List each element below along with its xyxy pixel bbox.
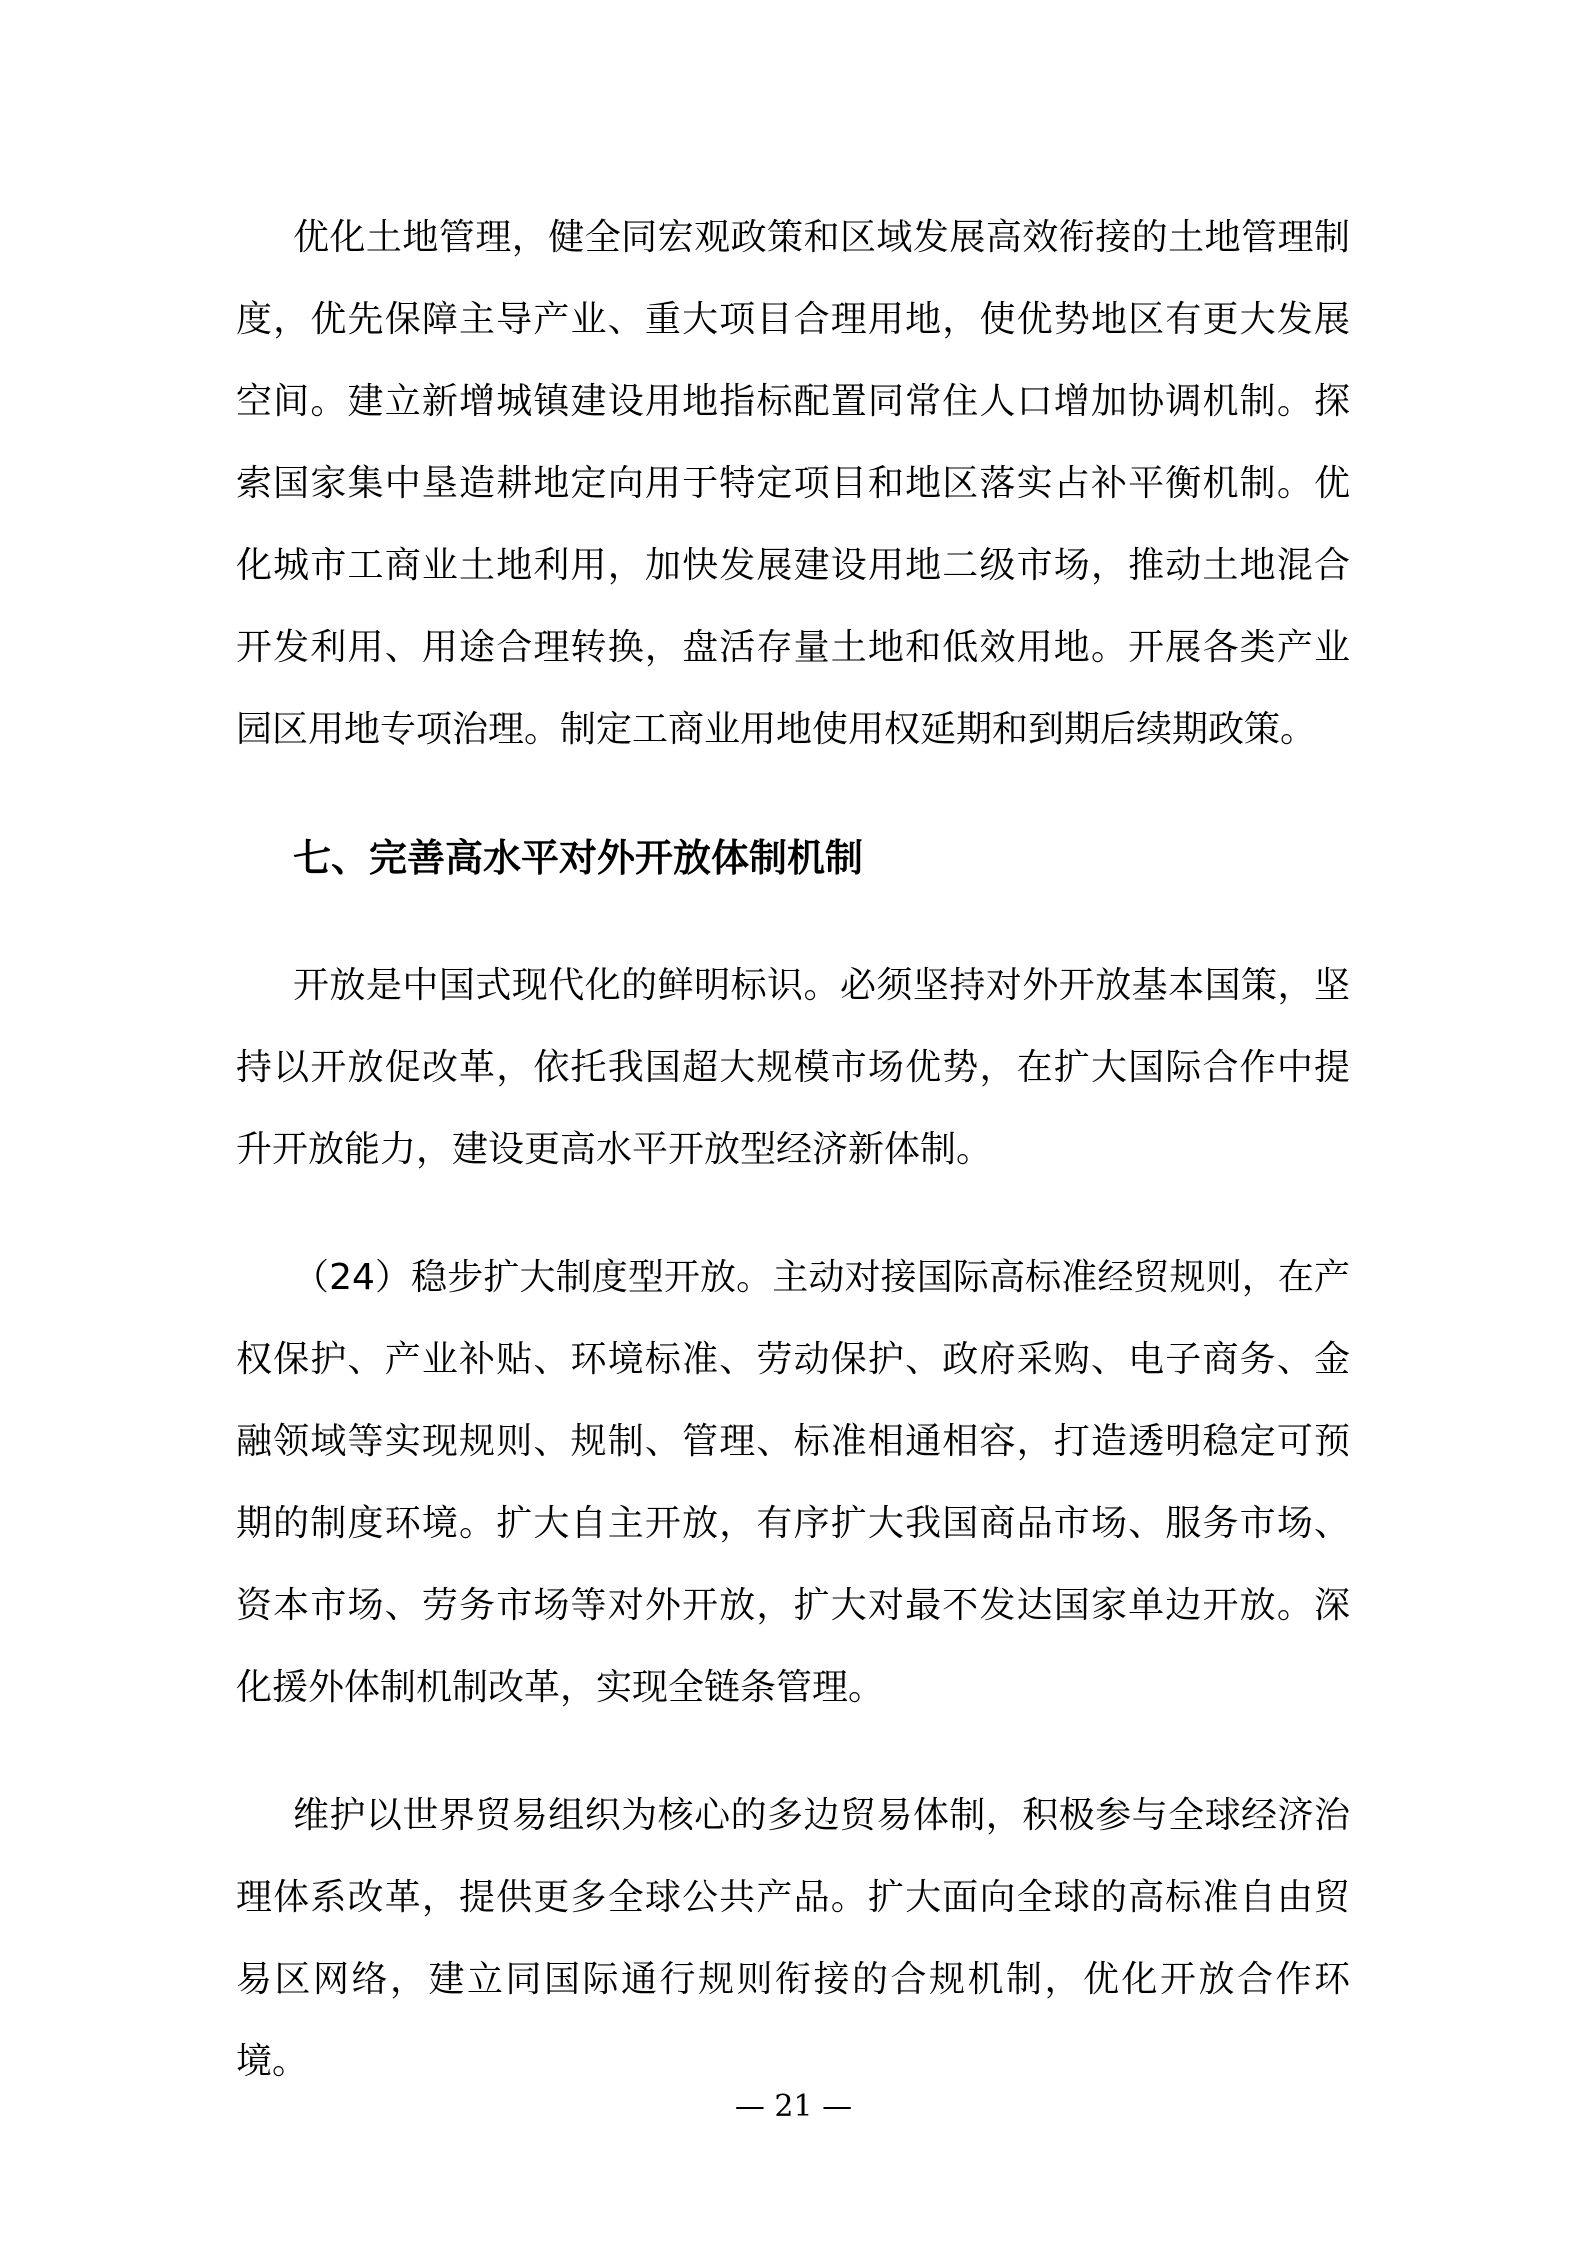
page-number: — 21 — <box>734 2089 853 2124</box>
paragraph-item-24: （24）稳步扩大制度型开放。主动对接国际高标准经贸规则，在产权保护、产业补贴、环境标准、劳动保护、政府采购、电子商务、金融领域等实现规则、规制、管理、标准相通相容，打造透明稳定可预期的制度环境。扩大自主开放，有序扩大我国商品市场、服务市场、资本市场、劳务市场等对外开放，扩大对最不发达国家单边开放。深化援外体制机制改革，实现全链条管理。 <box>236 1257 1350 1708</box>
paragraph-land-management: 优化土地管理，健全同宏观政策和区域发展高效衔接的土地管理制度，优先保障主导产业、重大项目合理用地，使优势地区有更大发展空间。建立新增城镇建设用地指标配置同常住人口增加协调机制。探索国家集中垦造耕地定向用于特定项目和地区落实占补平衡机制。优化城市工商业土地利用，加快发展建设用地二级市场，推动土地混合开发利用、用途合理转换，盘活存量土地和低效用地。开展各类产业园区用地专项治理。制定工商业用地使用权延期和到期后续期政策。 <box>236 217 1350 750</box>
section-heading-7: 七、完善高水平对外开放体制机制 <box>293 836 864 880</box>
paragraph-opening-intro: 开放是中国式现代化的鲜明标识。必须坚持对外开放基本国策，坚持以开放促改革，依托我国超大规模市场优势，在扩大国际合作中提升开放能力，建设更高水平开放型经济新体制。 <box>236 965 1350 1170</box>
document-body <box>236 197 1350 2149</box>
paragraph-wto-trade: 维护以世界贸易组织为核心的多边贸易体制，积极参与全球经济治理体系改革，提供更多全球公共产品。扩大面向全球的高标准自由贸易区网络，建立同国际通行规则衔接的合规机制，优化开放合作环境。 <box>236 1795 1350 2082</box>
